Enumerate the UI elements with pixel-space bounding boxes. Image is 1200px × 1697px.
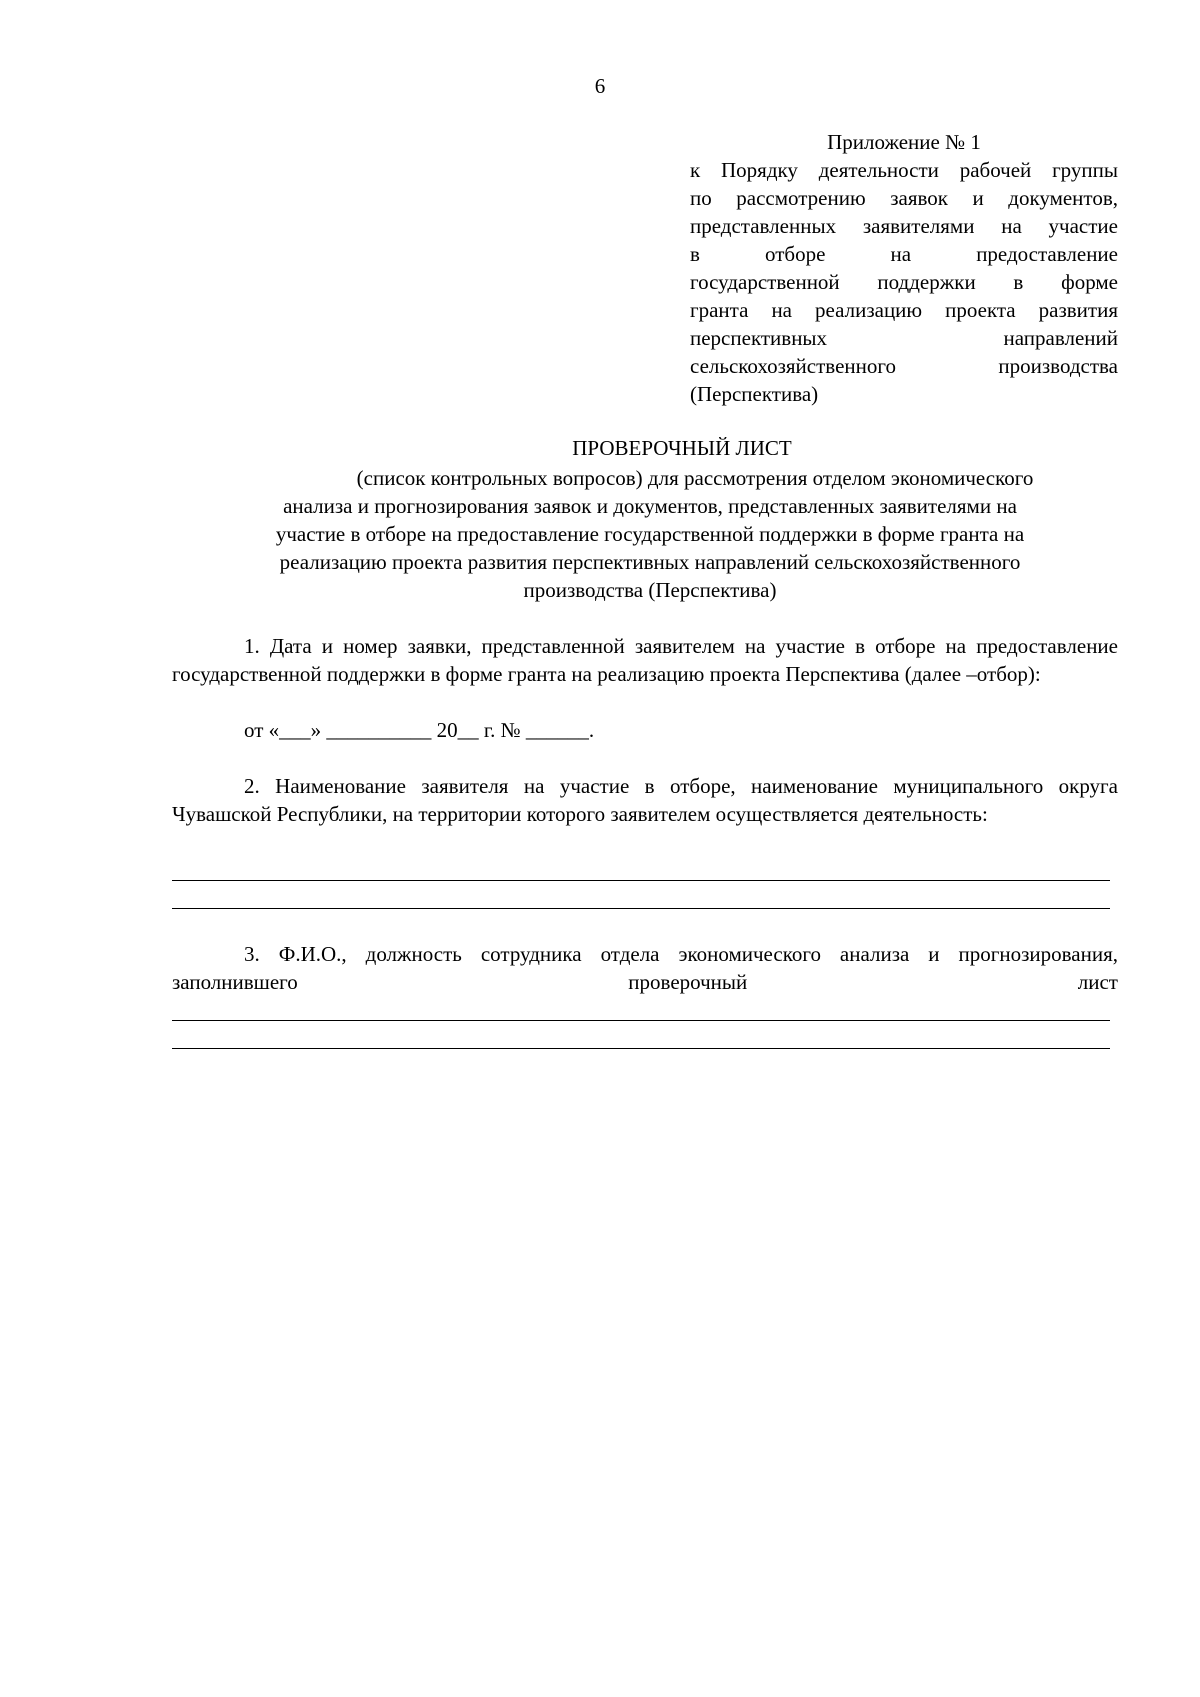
appendix-block <box>690 128 1118 408</box>
item-3 <box>172 940 1118 996</box>
subtitle-line: (список контрольных вопросов) для рассмотрения отделом экономического <box>356 466 1034 490</box>
item-3-text: 3. Ф.И.О., должность сотрудника отдела экономического анализа и прогнозирования, заполнившего проверочный лист <box>172 942 1118 994</box>
item-1-text: 1. Дата и номер заявки, представленной заявителем на участие в отборе на предоставление государственной поддержки в форме гранта на реализацию проекта Перспектива (далее –отбор): <box>172 634 1118 686</box>
page-number: 6 <box>594 74 606 98</box>
item-1-date-line: от «___» __________ 20__ г. № ______. <box>244 718 595 742</box>
appendix-line: представленных заявителями на участие <box>690 214 1118 238</box>
fill-line <box>172 1048 1110 1049</box>
subtitle-line: реализацию проекта развития перспективных направлений сельскохозяйственного <box>279 550 1021 574</box>
subtitle-line: анализа и прогнозирования заявок и документов, представленных заявителями на <box>283 494 1017 518</box>
fill-line <box>172 880 1110 881</box>
appendix-line: к Порядку деятельности рабочей группы <box>690 158 1118 182</box>
appendix-line: (Перспектива) <box>690 382 819 406</box>
appendix-line: государственной поддержки в форме <box>690 270 1118 294</box>
fill-line <box>172 908 1110 909</box>
appendix-line: в отборе на предоставление <box>690 242 1118 266</box>
appendix-title: Приложение № 1 <box>827 130 981 154</box>
document-subtitle <box>210 464 1090 604</box>
item-2 <box>172 772 1118 828</box>
appendix-line: перспективных направлений <box>690 326 1118 350</box>
appendix-line: сельскохозяйственного производства <box>690 354 1118 378</box>
subtitle-line: производства (Перспектива) <box>523 578 777 602</box>
item-1 <box>172 632 1118 688</box>
subtitle-line: участие в отборе на предоставление государственной поддержки в форме гранта на <box>275 522 1025 546</box>
document-title: ПРОВЕРОЧНЫЙ ЛИСТ <box>572 436 792 460</box>
fill-line <box>172 1020 1110 1021</box>
item-2-text: 2. Наименование заявителя на участие в отборе, наименование муниципального округа Чувашской Республики, на территории которого заявителем осуществляется деятельность: <box>172 774 1118 826</box>
appendix-line: гранта на реализацию проекта развития <box>690 298 1118 322</box>
appendix-line: по рассмотрению заявок и документов, <box>690 186 1118 210</box>
